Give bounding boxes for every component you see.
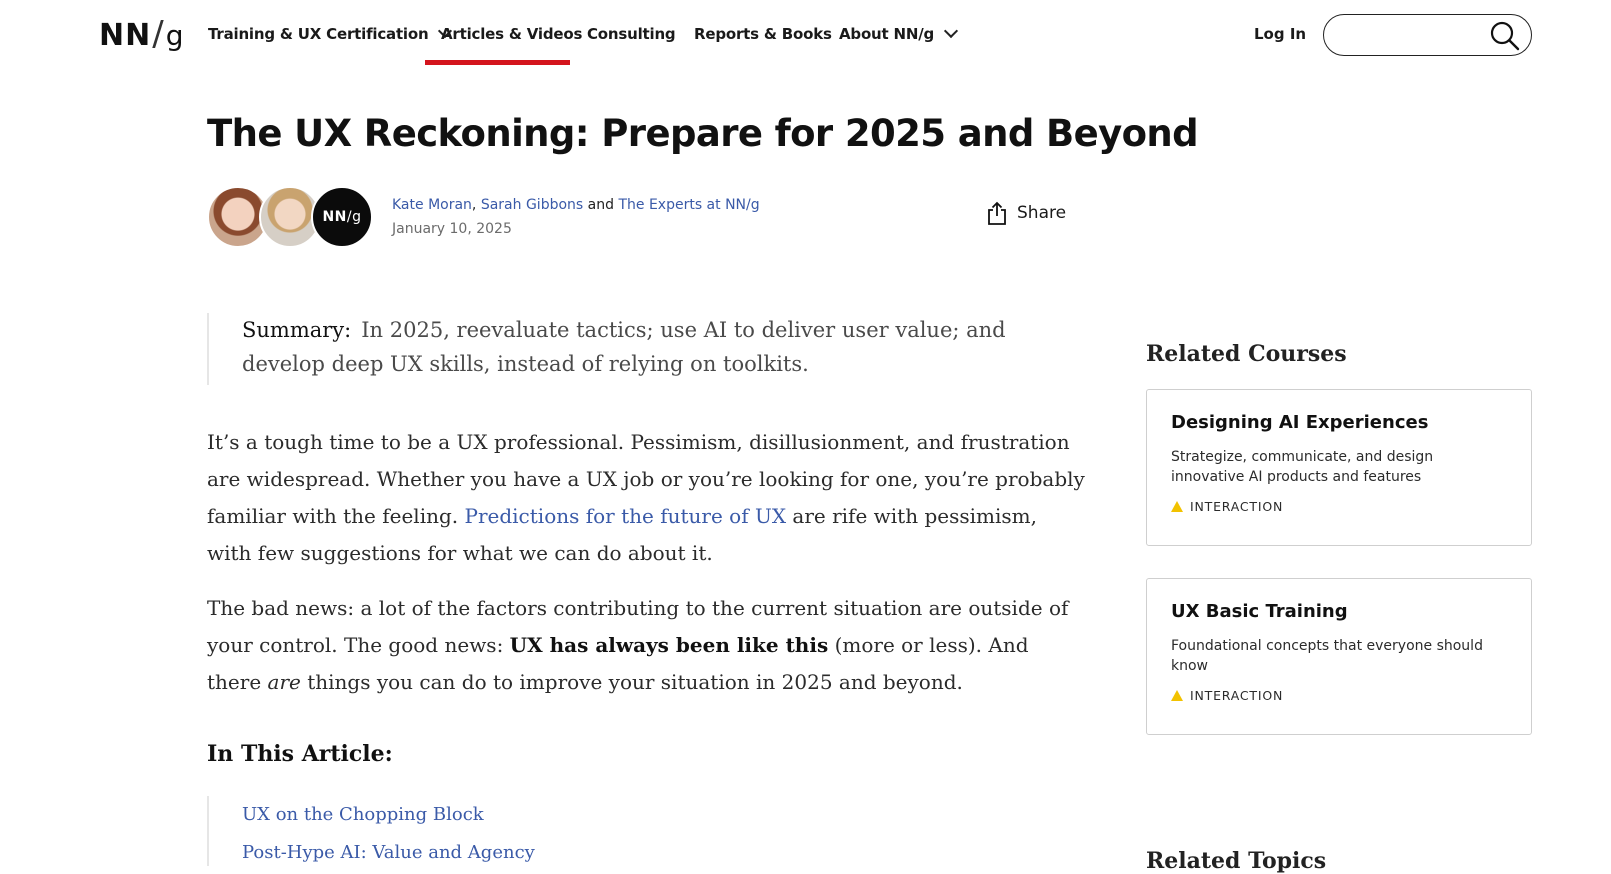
course-description: Strategize, communicate, and design innovative AI products and features [1171,449,1434,485]
publish-date: January 10, 2025 [392,221,512,237]
summary-text: In 2025, reevaluate tactics; use AI to deliver user value; and develop deep UX skills, instead of relying on toolkits. [242,318,1006,376]
login-link[interactable]: Log In [1254,25,1307,43]
summary-label: Summary: [242,318,352,342]
author-link-sarah-gibbons[interactable]: Sarah Gibbons [480,197,584,213]
avatar-logo-slash: / [346,209,353,225]
logo-text-g: g [165,19,185,52]
related-courses-heading: Related Courses [1146,341,1347,367]
warning-triangle-icon [1171,501,1183,512]
logo-text-nn: NN [99,18,152,53]
course-tag-label: INTERACTION [1190,688,1284,703]
logo-slash: / [152,14,165,54]
author-separator: and [583,197,619,213]
paragraph-text: are rife with pessimism, with few suggestions for what we can do about it. [207,504,1037,565]
search-icon[interactable] [1490,21,1520,51]
nav-item-label: Consulting [587,25,676,43]
course-description: Foundational concepts that everyone should know [1171,638,1483,674]
top-navigation [0,0,1611,70]
nav-item-consulting[interactable] [587,25,675,43]
search-input[interactable] [1338,23,1488,47]
nav-item-label: About NN/g [839,25,935,43]
article-title: The UX Reckoning: Prepare for 2025 and Beyond [207,112,1199,155]
search-box[interactable] [1323,14,1532,56]
author-link-nng-experts[interactable]: The Experts at NN/g [618,197,760,213]
nav-item-articles-videos[interactable] [441,25,582,43]
paragraph-news [207,590,1087,701]
toc-heading: In This Article: [207,741,393,767]
paragraph-italic-text: are [267,670,301,694]
avatar-logo-g: g [352,209,362,225]
paragraph-text: It’s a tough time to be a UX professional. Pessimism, disillusionment, and frustration are widespread. Whether you have a UX job or you’re looking for one, you’re probably familiar with the feeling. [207,430,1085,528]
paragraph-text: The bad news: a lot of the factors contributing to the current situation are outside of your control. The good news: [207,596,1069,657]
paragraph-text: (more or less). And there [207,633,1029,694]
warning-triangle-icon [1171,690,1183,701]
author-link-kate-moran[interactable]: Kate Moran [392,197,472,213]
course-card-designing-ai[interactable] [1146,389,1532,546]
link-predictions-future-ux[interactable]: Predictions for the future of UX [464,504,787,528]
avatar-logo-nn: NN [322,209,347,225]
author-separator: , [471,197,481,213]
table-of-contents [207,796,807,866]
active-tab-indicator [425,60,570,65]
share-icon [987,201,1007,225]
paragraph-intro [207,424,1087,572]
course-tag [1171,688,1507,703]
nav-item-label: Training & UX Certification [208,25,429,43]
article-summary [207,313,1077,385]
share-button[interactable] [987,201,1066,225]
share-label: Share [1017,203,1067,223]
course-card-ux-basic-training[interactable] [1146,578,1532,735]
related-topics-heading: Related Topics [1146,848,1327,874]
author-byline [392,197,760,213]
course-title: UX Basic Training [1171,601,1348,622]
nav-item-label: Reports & Books [694,25,832,43]
paragraph-bold-text: UX has always been like this [509,633,829,657]
nav-item-training[interactable] [208,25,450,43]
toc-link-post-hype-ai[interactable]: Post-Hype AI: Value and Agency [242,842,535,863]
course-tag-label: INTERACTION [1190,499,1284,514]
avatar-nng-experts[interactable] [311,186,373,248]
toc-link-ux-chopping-block[interactable]: UX on the Chopping Block [242,804,484,825]
nav-item-about[interactable] [839,25,956,43]
course-title: Designing AI Experiences [1171,412,1429,433]
paragraph-text: things you can do to improve your situation in 2025 and beyond. [300,670,963,694]
nav-item-reports-books[interactable] [694,25,832,43]
course-tag [1171,499,1507,514]
chevron-down-icon [944,24,958,38]
nav-item-label: Articles & Videos [441,25,583,43]
nng-logo[interactable] [99,14,184,54]
